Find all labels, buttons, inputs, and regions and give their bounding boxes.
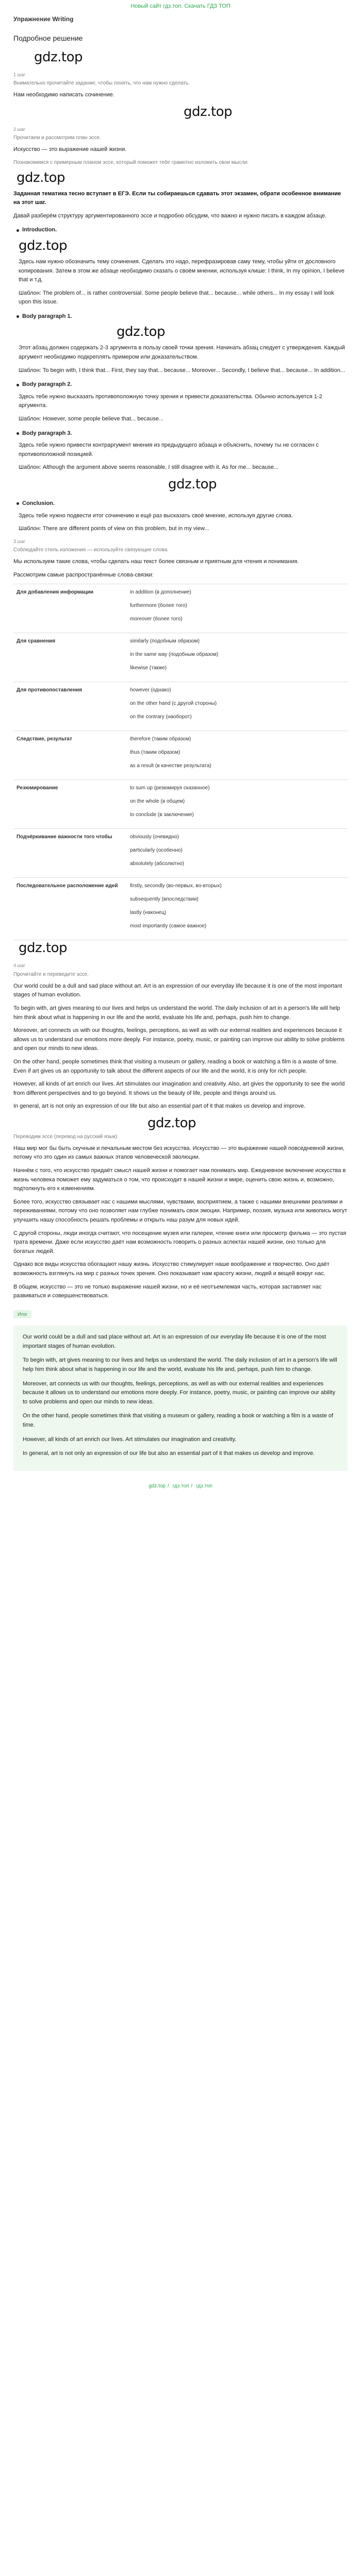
- linking-word: on the whole (в общем): [130, 799, 185, 805]
- linking-word: as a result (в качестве результата): [130, 763, 211, 769]
- essay-paragraph: Начнём с того, что искусство придаёт смысл нашей жизни и помогает нам понимать мир. Ежедневное включение искусства в жизнь человека поможет ему задуматься о том, что происходит в нашей жизни и мире, оценить свою жизнь и, возможно, подтолкнуть его к изменениям.: [13, 1167, 346, 1192]
- essay-paragraph: Наш мир мог бы быть скучным и печальным местом без искусства. Искусство — это выражение нашей повседневной жизни, потому что это один из самых важных этапов человеческой эволюции.: [13, 1145, 344, 1161]
- table-words: [127, 731, 348, 779]
- conclusion-template: Шаблон: There are different points of view on this problem, but in my view...: [19, 526, 209, 532]
- linking-word: therefore (таким образом): [130, 736, 191, 742]
- essay-paragraph: However, all kinds of art enrich our lives. Art stimulates our imagination and creativity.: [23, 1436, 237, 1443]
- watermark: gdz.top: [19, 238, 68, 253]
- step-text: Искусство — это выражение нашей жизни.: [13, 146, 127, 152]
- essay-paragraph: В общем, искусство — это не только выражение нашей жизни, но и её неотъемлемая часть, которая заставляет нас развиваться и совершенствоваться.: [13, 1283, 322, 1299]
- essay-paragraph: Our world could be a dull and sad place without art. Art is an expression of our everyday life because it is one of the most important stages of human evolution.: [23, 1334, 326, 1349]
- essay-paragraph: On the other hand, people sometimes think that visiting a museum or gallery, reading a book or watching a film is a waste of time.: [23, 1413, 334, 1428]
- footer-link[interactable]: гдз.топ: [195, 1483, 212, 1489]
- linking-word: subsequently (впоследствии): [130, 896, 199, 903]
- watermark: gdz.top: [184, 104, 233, 120]
- linking-word: on the other hand (с другой стороны): [130, 701, 217, 707]
- top-link[interactable]: Новый сайт гдз.топ. Скачать ГДЗ ТОП: [130, 3, 231, 9]
- bullet-icon: [17, 432, 19, 435]
- body2-text: Здесь тебе нужно высказать противоположную точку зрения и привести доказательства. Обычно используется 1-2 аргумента.: [19, 393, 322, 409]
- linking-word: on the contrary (наоборот): [130, 714, 192, 720]
- intro-title: Introduction.: [22, 227, 57, 233]
- table-category: Резюмирование: [17, 785, 58, 791]
- conclusion-title: Conclusion.: [22, 500, 55, 507]
- linking-word: likewise (также): [130, 665, 167, 671]
- linking-word: moreover (более того): [130, 616, 183, 622]
- linking-word: however (однако): [130, 687, 171, 693]
- essay-paragraph: С другой стороны, люди иногда считают, что посещение музея или галереи, чтение книги или просмотр фильма — это пустая трата времени. Даже если искусство даёт нам возможность говорить о разных аспектах нашей жизни, оно только для богатых людей.: [13, 1230, 347, 1255]
- translation-text: [13, 1144, 348, 1301]
- table-words: [127, 878, 348, 940]
- essay-paragraph: Moreover, art connects us with our thoughts, feelings, perceptions, as well as with our external realities and experiences because it allows us to understand our emotions more deeply. For instance, poetry, music, or painting can improve our ability to solve problems and open our minds to new ideas.: [23, 1380, 336, 1405]
- footer: gdz.top / гдз.топ / гдз.топ: [149, 1483, 212, 1489]
- table-category: Следствие, результат: [17, 736, 72, 742]
- bullet-icon: [17, 315, 19, 318]
- body3-template: Шаблон: Although the argument above seems reasonable, I still disagree with it. As for me... because...: [19, 464, 279, 471]
- table-words: [127, 780, 348, 828]
- intro-text: Здесь нам нужно обозначить тему сочинения. Сделать это надо, перефразировав саму тему, чтобы уйти от дословного копирования. Затем в этом же абзаце необходимо сказать о своём мнении, используя клише: I think, In my opinion, I believe that и т.д.: [19, 258, 344, 283]
- linking-word: most importantly (самое важное): [130, 923, 207, 929]
- table-category: Подчёркивание важности того чтобы: [17, 834, 112, 840]
- step-caption: Соблюдайте стиль изложения — используйте связующие слова.: [13, 547, 169, 553]
- watermark: gdz.top: [117, 324, 166, 340]
- essay-paragraph: In general, art is not only an expression of our life but also an essential part of it that makes us develop and improve.: [13, 1103, 306, 1110]
- body1-text: Этот абзац должен содержать 2-3 аргумента в пользу своей точки зрения. Начинать абзац следует с утверждения. Каждый аргумент необходимо подкреплять примером или доказательством.: [19, 345, 345, 361]
- linking-word: furthermore (более того): [130, 603, 187, 609]
- linking-word: absolutely (абсолютно): [130, 861, 184, 867]
- top-banner: [0, 0, 361, 11]
- final-essay-box: [13, 1326, 348, 1471]
- plan-description: Давай разберём структуру аргументированного эссе и подробно обсудим, что важно и нужно писать в каждом абзаце.: [13, 212, 327, 219]
- watermark: gdz.top: [19, 940, 68, 956]
- linking-word: firstly, secondly (во-первых, во-вторых): [130, 883, 222, 889]
- step3-text: Мы используем такие слова, чтобы сделать наш текст более связным и приятным для чтения и понимания.: [13, 558, 299, 565]
- step-label: 2 шаг: [13, 126, 26, 132]
- table-category: Для противопоставления: [17, 687, 83, 693]
- table-row: [13, 682, 348, 731]
- body2-template: Шаблон: However, some people believe that... because...: [19, 416, 164, 422]
- body1-template: Шаблон: To begin with, I think that... First, they say that... because... Moreover... Secondly, I believe that... because... In addition...: [19, 367, 346, 374]
- section-title: Подробное решение: [13, 34, 83, 43]
- bullet-icon: [17, 502, 19, 505]
- linking-word: obviously (очевидно): [130, 834, 179, 840]
- step-label: 4 шаг: [13, 963, 26, 969]
- essay-text: [13, 982, 348, 1111]
- watermark: gdz.top: [168, 477, 217, 493]
- essay-paragraph: In general, art is not only an expression of our life but also an essential part of it that makes us develop and improve.: [23, 1450, 315, 1457]
- footer-link[interactable]: гдз.топ: [172, 1483, 189, 1489]
- table-row: [13, 829, 348, 878]
- bullet-icon: [17, 229, 19, 232]
- table-row: [13, 780, 348, 829]
- linking-word: thus (таким образом): [130, 750, 180, 756]
- linking-word: to conclude (в заключение): [130, 812, 194, 818]
- step-caption: Познакомимся с примерным планом эссе, который поможет тебе грамотно изложить свои мысли:: [13, 159, 249, 165]
- plan-intro: Заданная тематика тесно вступает в ЕГЭ. Если ты собираешься сдавать этот экзамен, обрати особенное внимание на этот шаг.: [13, 190, 341, 206]
- final-badge: Итог: [13, 1310, 31, 1318]
- translation-caption: Переводим эссе (перевод на русский язык):: [13, 1133, 119, 1140]
- watermark: gdz.top: [34, 49, 83, 65]
- table-row: [13, 633, 348, 682]
- linking-word: in the same way (подобным образом): [130, 652, 219, 658]
- solution-page: [0, 11, 361, 1504]
- watermark: gdz.top: [147, 1115, 196, 1131]
- table-row: [13, 878, 348, 940]
- body3-title: Body paragraph 3.: [22, 430, 72, 436]
- table-category: Для добавления информации: [17, 589, 94, 596]
- essay-paragraph: Однако все виды искусства обогащают нашу жизнь. Искусство стимулирует наше воображение и творчество. Оно даёт возможность взглянуть на мир с разных точек зрения. Оно показывает нам красоту жизни, людей и вещей вокруг нас.: [13, 1261, 330, 1277]
- step-label: 3 шаг: [13, 538, 26, 544]
- table-category: Последовательное расположение идей: [17, 883, 118, 889]
- bullet-icon: [17, 384, 19, 386]
- linking-intro: Рассмотрим самые распространённые слова-связки:: [13, 571, 154, 578]
- body1-title: Body paragraph 1.: [22, 313, 72, 319]
- step-caption: Внимательно прочитайте задание, чтобы понять, что нам нужно сделать.: [13, 80, 190, 86]
- linking-word: particularly (особенно): [130, 848, 183, 854]
- table-category: Для сравнения: [17, 638, 56, 645]
- essay-paragraph: To begin with, art gives meaning to our lives and helps us understand the world. The daily inclusion of art in a person's life will help him think about what is happening in our life and the world, evaluate his life and, perhaps, push him to change.: [23, 1357, 337, 1372]
- linking-word: lastly (наконец): [130, 910, 167, 916]
- body2-title: Body paragraph 2.: [22, 381, 72, 388]
- table-words: [127, 682, 348, 731]
- intro-template: Шаблон: The problem of... is rather controversial. Some people believe that... because... while others... In my essay I will look upon this issue.: [19, 290, 334, 306]
- essay-paragraph: Our world could be a dull and sad place without art. Art is an expression of our everyday life because it is one of the most important stages of human evolution.: [13, 982, 342, 998]
- conclusion-text: Здесь тебе нужно подвести итог сочинению и ещё раз высказать своё мнение, используя другие слова.: [19, 512, 293, 519]
- essay-paragraph: Более того, искусство связывает нас с нашими мыслями, чувствами, восприятием, а также с нашими внешними реалиями и переживаниями, потому что оно позволяет нам глубже понимать свои эмоции. Например, поэзия, музыка или живопись могут улучшить нашу способность решать проблемы и открыть наш разум для новых идей.: [13, 1198, 348, 1224]
- linking-word: to sum up (резюмируя сказанное): [130, 785, 210, 791]
- table-words: [127, 584, 348, 633]
- table-words: [127, 633, 348, 682]
- linking-word: in addition (в дополнение): [130, 589, 191, 596]
- linking-word: similarly (подобным образом): [130, 638, 200, 645]
- linking-words-table: [13, 584, 348, 940]
- table-row: [13, 731, 348, 780]
- essay-paragraph: Moreover, art connects us with our thoughts, feelings, perceptions, as well as with our external realities and experiences because it allows us to understand our emotions more deeply. For instance, poetry, music, or painting can improve our ability to solve problems and open our minds to new ideas.: [13, 1027, 345, 1052]
- body3-text: Здесь тебе нужно привести контраргумент мнения из предыдущего абзаца и объяснить, почему ты не согласен с противоположной позицией.: [19, 442, 319, 457]
- essay-paragraph: On the other hand, people sometimes think that visiting a museum or gallery, reading a book or watching a film is a waste of time. Even if art gives us an opportunity to talk about the different aspects of our life and the world, it is only for rich people.: [13, 1058, 338, 1074]
- step-label: 1 шаг: [13, 72, 26, 77]
- watermark: gdz.top: [17, 170, 65, 185]
- table-words: [127, 829, 348, 877]
- step-text: Нам необходимо написать сочинение.: [13, 91, 114, 98]
- exercise-title: Упражнение Writing: [13, 15, 74, 23]
- essay-paragraph: To begin with, art gives meaning to our lives and helps us understand the world. The daily inclusion of art in a person's life will help him think about what is happening in our life and the world, evaluate his life and, perhaps, push him to change.: [13, 1005, 340, 1021]
- table-row: [13, 584, 348, 633]
- step-caption: Прочитайте и переведите эссе.: [13, 971, 89, 977]
- essay-paragraph: However, all kinds of art enrich our lives. Art stimulates our imagination and creativity. Also, art gives the opportunity to see the world from different perspectives and to go beyond. It shows us the beauty of life, people and things around us.: [13, 1081, 345, 1096]
- footer-link[interactable]: gdz.top: [149, 1483, 166, 1489]
- step-caption: Прочитаем и рассмотрим план эссе.: [13, 134, 101, 141]
